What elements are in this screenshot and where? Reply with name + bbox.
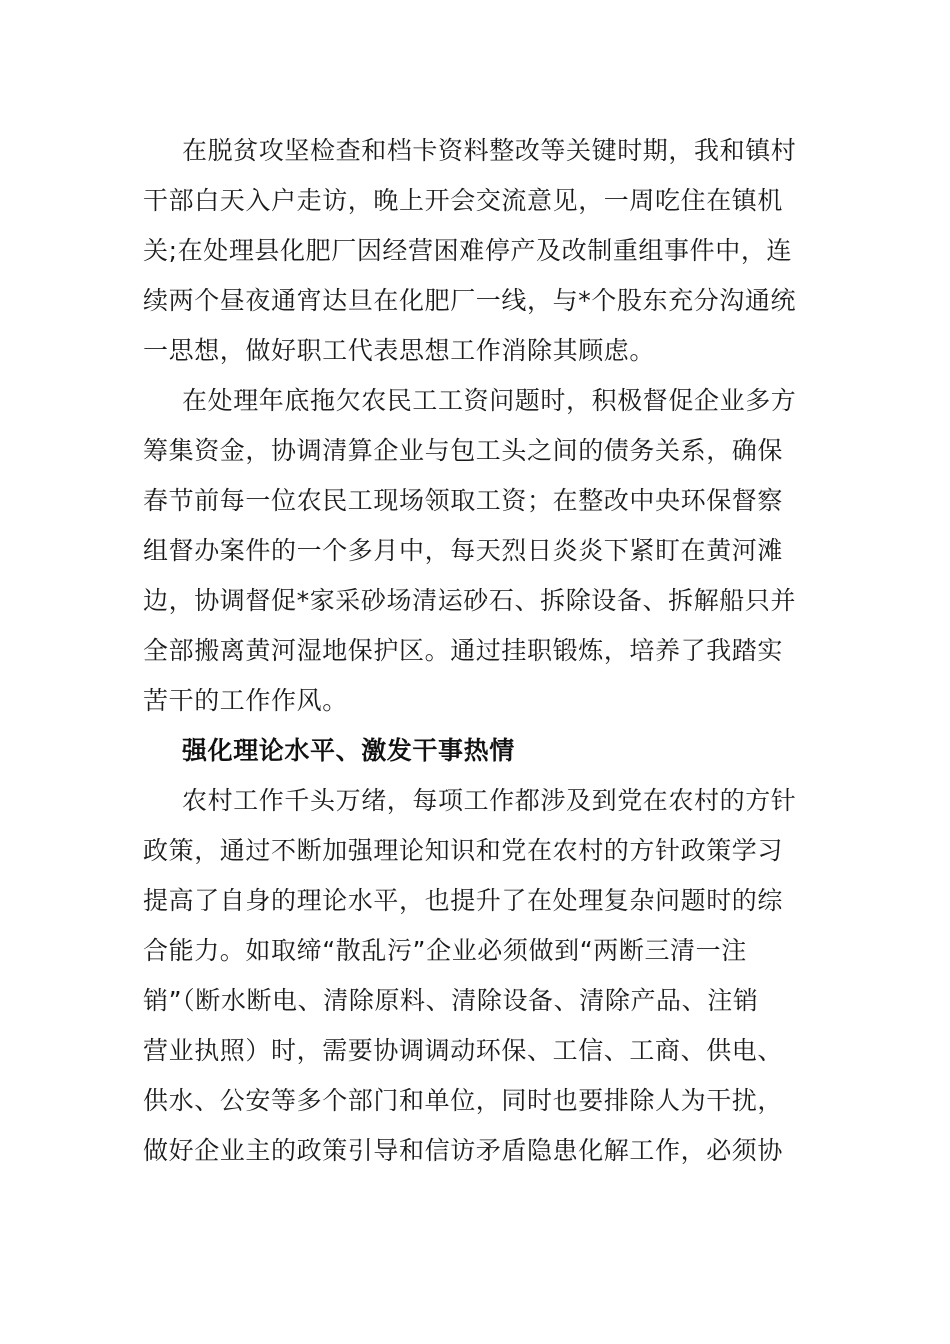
paragraph-2-line-3: 春节前每一位农民工现场领取工资；在整改中央环保督察 xyxy=(143,486,784,515)
paragraph-2-line-1: 在处理年底拖欠农民工工资问题时，积极督促企业多方 xyxy=(182,386,797,415)
paragraph-1-line-2: 干部白天入户走访，晚上开会交流意见，一周吃住在镇机 xyxy=(143,186,784,215)
paragraph-1-line-5: 一思想，做好职工代表思想工作消除其顾虑。 xyxy=(143,336,656,365)
paragraph-2-line-4: 组督办案件的一个多月中，每天烈日炎炎下紧盯在黄河滩 xyxy=(143,536,784,565)
paragraph-3-line-7: 供水、公安等多个部门和单位，同时也要排除人为干扰， xyxy=(143,1086,784,1115)
paragraph-2-line-7: 苦干的工作作风。 xyxy=(143,686,348,715)
paragraph-3-line-2: 政策，通过不断加强理论知识和党在农村的方针政策学习 xyxy=(143,836,784,865)
paragraph-1-line-3: 关;在处理县化肥厂因经营困难停产及改制重组事件中，连 xyxy=(143,236,793,265)
section-heading: 强化理论水平、激发干事热情 xyxy=(182,736,515,765)
paragraph-3-line-8: 做好企业主的政策引导和信访矛盾隐患化解工作，必须协 xyxy=(143,1136,784,1165)
paragraph-3-line-4: 合能力。如取缔“散乱污”企业必须做到“两断三清一注 xyxy=(143,936,747,965)
paragraph-2-line-5: 边，协调督促*家采砂场清运砂石、拆除设备、拆解船只并 xyxy=(143,586,797,615)
paragraph-1-line-4: 续两个昼夜通宵达旦在化肥厂一线，与*个股东充分沟通统 xyxy=(143,286,797,315)
paragraph-3-line-6: 营业执照）时，需要协调调动环保、工信、工商、供电、 xyxy=(143,1036,784,1065)
paragraph-3-line-1: 农村工作千头万绪，每项工作都涉及到党在农村的方针 xyxy=(182,786,797,815)
paragraph-3-line-3: 提高了自身的理论水平，也提升了在处理复杂问题时的综 xyxy=(143,886,784,915)
paragraph-3-line-5: 销”（断水断电、清除原料、清除设备、清除产品、注销 xyxy=(143,986,759,1015)
paragraph-2-line-6: 全部搬离黄河湿地保护区。通过挂职锻炼，培养了我踏实 xyxy=(143,636,784,665)
paragraph-1-line-1: 在脱贫攻坚检查和档卡资料整改等关键时期，我和镇村 xyxy=(182,136,797,165)
paragraph-2-line-2: 筹集资金，协调清算企业与包工头之间的债务关系，确保 xyxy=(143,436,784,465)
